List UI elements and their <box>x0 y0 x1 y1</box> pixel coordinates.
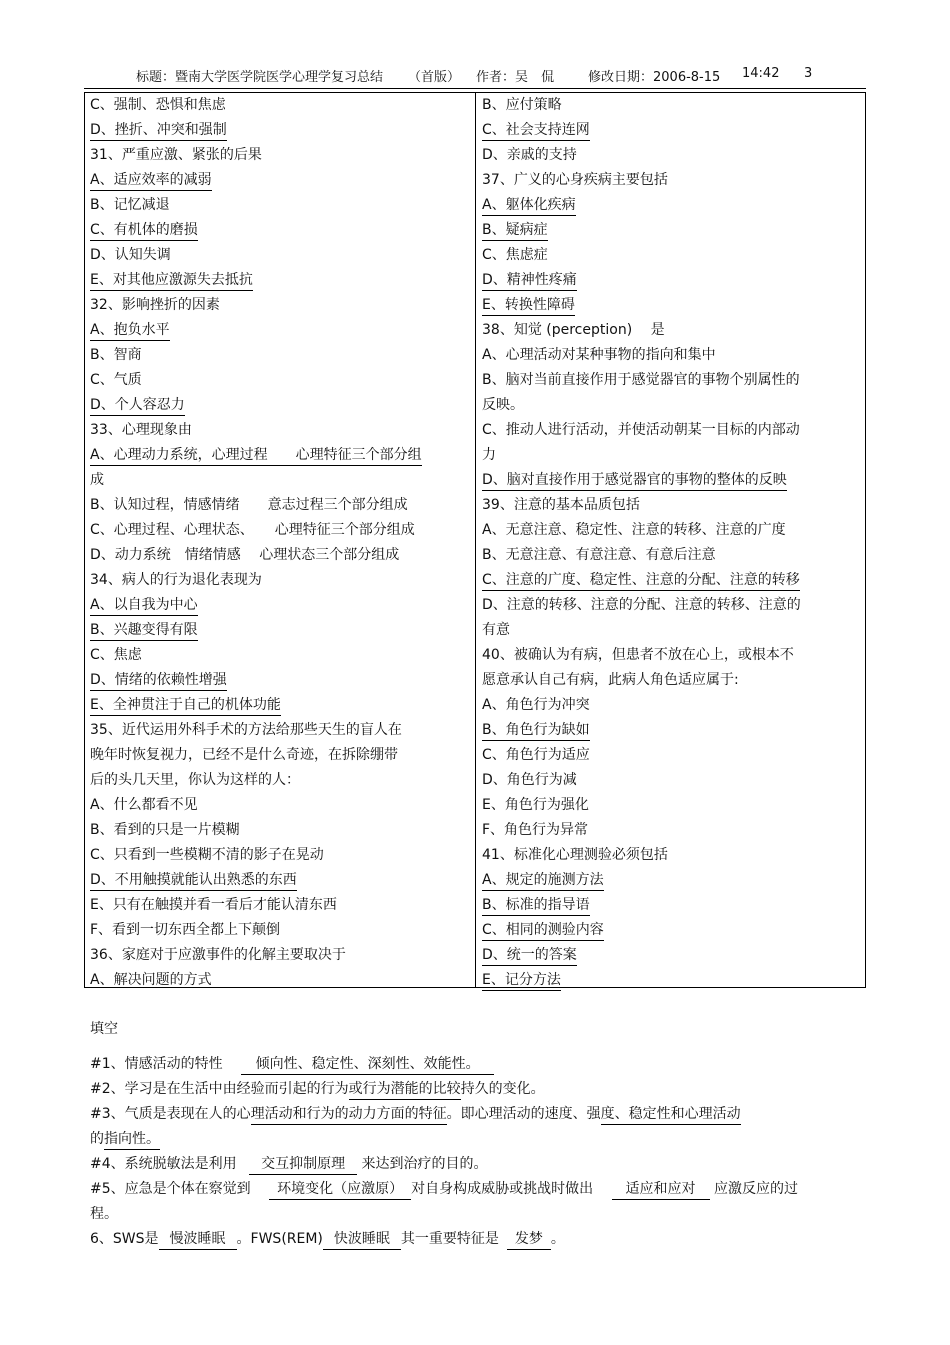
question-line <box>85 768 475 793</box>
question-line <box>85 268 475 293</box>
question-text: D、动力系统 情绪情感 心理状态三个部分组成 <box>90 547 400 563</box>
question-text: B、智商 <box>90 347 142 363</box>
question-line <box>477 893 867 918</box>
doc-time: 14:42 <box>742 66 780 81</box>
answer-option-marked: A、抱负水平 <box>90 320 170 341</box>
answer-option-marked: E、全神贯注于自己的机体功能 <box>90 695 281 716</box>
question-line <box>85 568 475 593</box>
fill-q4-text-end: 来达到治疗的目的。 <box>361 1156 488 1172</box>
fill-q5-text-end: 应激反应的过 <box>714 1181 798 1197</box>
answer-option-marked: B、角色行为缺如 <box>482 720 590 741</box>
answer-option-marked: E、记分方法 <box>482 970 561 991</box>
question-line <box>85 418 475 443</box>
question-line <box>477 768 867 793</box>
question-text: 后的头几天里，你认为这样的人： <box>90 772 300 788</box>
question-text: B、脑对当前直接作用于感觉器官的事物个别属性的 <box>482 372 800 388</box>
fill-q3-answer-3: 指向性。 <box>104 1130 160 1150</box>
question-line <box>477 793 867 818</box>
fill-q6-answer-2: 快波睡眠 <box>323 1230 401 1250</box>
question-line <box>85 468 475 493</box>
question-text: C、气质 <box>90 372 142 388</box>
question-line <box>85 318 475 343</box>
answer-option-marked: B、疑病症 <box>482 220 548 241</box>
question-line <box>477 393 867 418</box>
question-line <box>477 668 867 693</box>
page-number: 3 <box>804 66 813 81</box>
question-line <box>477 868 867 893</box>
fill-q6-answer-3: 发梦 <box>507 1230 551 1250</box>
question-line <box>477 343 867 368</box>
answer-option-marked: A、躯体化疾病 <box>482 195 576 216</box>
fill-q5-answer-2: 适应和应对 <box>612 1180 710 1200</box>
question-line <box>477 693 867 718</box>
question-text: D、认知失调 <box>90 247 171 263</box>
question-text: B、认知过程，情感情绪 意志过程三个部分组成 <box>90 497 408 513</box>
answer-option-marked: D、精神性疼痛 <box>482 270 577 291</box>
fill-q6 <box>90 1227 870 1252</box>
doc-modified-date: 修改日期：2006-8-15 <box>588 70 721 85</box>
question-line <box>477 193 867 218</box>
question-line <box>85 443 475 468</box>
question-line <box>85 843 475 868</box>
fill-q5 <box>90 1177 870 1202</box>
answer-option-marked: B、兴趣变得有限 <box>90 620 198 641</box>
question-text: F、看到一切东西全都上下颠倒 <box>90 922 281 938</box>
fill-q2-text-end: 持久的变化。 <box>460 1081 545 1097</box>
question-line <box>477 493 867 518</box>
answer-option-marked: A、规定的施测方法 <box>482 870 604 891</box>
question-text: F、角色行为异常 <box>482 822 589 838</box>
question-line <box>477 918 867 943</box>
answer-option-marked: D、统一的答案 <box>482 945 577 966</box>
question-line <box>477 268 867 293</box>
question-text: C、角色行为适应 <box>482 747 590 763</box>
question-text: D、亲戚的支持 <box>482 147 577 163</box>
question-line <box>477 293 867 318</box>
fill-q6-text-mid: 。FWS(REM) <box>236 1231 323 1247</box>
fill-q3-answer-2: 度、稳定性和心理活动 <box>601 1105 741 1125</box>
question-line <box>477 643 867 668</box>
question-text: 36、家庭对于应激事件的化解主要取决于 <box>90 947 346 963</box>
question-line <box>85 743 475 768</box>
question-line <box>477 568 867 593</box>
question-text: C、心理过程、心理状态、 心理特征三个部分组成 <box>90 522 415 538</box>
question-text: C、焦虑症 <box>482 247 548 263</box>
question-line <box>85 393 475 418</box>
answer-option-marked: D、情绪的依赖性增强 <box>90 670 227 691</box>
question-line <box>85 493 475 518</box>
answer-option-marked: D、挫折、冲突和强制 <box>90 120 227 141</box>
question-line <box>85 693 475 718</box>
question-line <box>85 968 475 993</box>
question-text: C、只看到一些模糊不清的影子在晃动 <box>90 847 324 863</box>
fill-q6-text-end: 。 <box>550 1231 565 1247</box>
question-line <box>85 618 475 643</box>
question-text: B、看到的只是一片模糊 <box>90 822 240 838</box>
question-text: D、注意的转移、注意的分配、注意的转移、注意的 <box>482 597 801 613</box>
fill-q5-text: #5、应急是个体在察觉到 <box>90 1181 251 1197</box>
question-line <box>85 343 475 368</box>
question-line <box>85 143 475 168</box>
doc-title: 标题：暨南大学医学院医学心理学复习总结 <box>136 70 384 85</box>
fill-q2 <box>90 1077 870 1102</box>
question-text: B、应付策略 <box>482 97 562 113</box>
fill-q3-text-mid: 。即心理活动的速度、强 <box>446 1106 601 1122</box>
fill-q5-cont: 程。 <box>90 1206 118 1222</box>
question-line <box>477 593 867 618</box>
question-line <box>477 818 867 843</box>
fill-in-section <box>90 1017 870 1252</box>
question-line <box>477 843 867 868</box>
question-line <box>85 93 475 118</box>
question-text: A、心理活动对某种事物的指向和集中 <box>482 347 716 363</box>
question-text: 38、知觉 (perception) 是 <box>482 322 665 338</box>
fill-q6-text: 6、SWS是 <box>90 1231 159 1247</box>
question-text: A、解决问题的方式 <box>90 972 212 988</box>
question-line <box>85 593 475 618</box>
question-line <box>85 643 475 668</box>
answer-option-marked: E、对其他应激源失去抵抗 <box>90 270 253 291</box>
question-text: 晚年时恢复视力，已经不是什么奇迹，在拆除绷带 <box>90 747 398 763</box>
fill-q6-answer: 慢波睡眠 <box>159 1230 237 1250</box>
question-line <box>477 468 867 493</box>
question-text: 34、病人的行为退化表现为 <box>90 572 262 588</box>
question-text: 反映。 <box>482 397 524 413</box>
question-line <box>85 868 475 893</box>
answer-option-marked: C、相同的测验内容 <box>482 920 604 941</box>
page-header <box>0 66 950 86</box>
question-line <box>85 893 475 918</box>
question-text: 31、严重应激、紧张的后果 <box>90 147 262 163</box>
header-rule <box>84 88 866 89</box>
question-text: A、什么都看不见 <box>90 797 198 813</box>
question-text: C、推动人进行活动，并使活动朝某一目标的内部动 <box>482 422 800 438</box>
question-text: E、角色行为强化 <box>482 797 589 813</box>
question-line <box>85 518 475 543</box>
question-text: B、无意注意、有意注意、有意后注意 <box>482 547 716 563</box>
question-text: 40、被确认为有病，但患者不放在心上，或根本不 <box>482 647 794 663</box>
question-text: E、只有在触摸并看一看后才能认清东西 <box>90 897 337 913</box>
question-line <box>85 218 475 243</box>
question-text: D、角色行为减 <box>482 772 577 788</box>
question-text: 32、影响挫折的因素 <box>90 297 220 313</box>
answer-option-marked: D、不用触摸就能认出熟悉的东西 <box>90 870 297 891</box>
answer-option-marked: A、心理动力系统，心理过程 心理特征三个部分组 <box>90 445 422 466</box>
fill-q4-answer: 交互抑制原理 <box>249 1155 357 1175</box>
question-line <box>85 243 475 268</box>
doc-author: 作者：吴 侃 <box>476 70 555 85</box>
question-text: 41、标准化心理测验必须包括 <box>482 847 668 863</box>
question-line <box>477 143 867 168</box>
question-line <box>477 118 867 143</box>
fill-q1 <box>90 1052 870 1077</box>
question-line <box>477 743 867 768</box>
question-line <box>85 193 475 218</box>
question-line <box>85 293 475 318</box>
answer-option-marked: C、有机体的磨损 <box>90 220 198 241</box>
fill-q3-text: #3、气质是表现在人的心 <box>90 1106 251 1122</box>
fill-heading: 填空 <box>90 1021 118 1037</box>
question-text: 37、广义的心身疾病主要包括 <box>482 172 668 188</box>
fill-q3 <box>90 1102 870 1127</box>
question-line <box>85 818 475 843</box>
fill-q5-text-mid: 对自身构成威胁或挑战时做出 <box>411 1181 594 1197</box>
question-text: A、角色行为冲突 <box>482 697 590 713</box>
question-line <box>85 543 475 568</box>
question-line <box>477 943 867 968</box>
question-line <box>477 618 867 643</box>
answer-option-marked: A、以自我为中心 <box>90 595 198 616</box>
column-divider <box>475 93 476 987</box>
question-text: 成 <box>90 472 104 488</box>
fill-q3-text-cont: 的 <box>90 1131 104 1147</box>
fill-q6-text-mid-2: 其一重要特征是 <box>400 1231 499 1247</box>
left-column <box>85 93 475 993</box>
question-line <box>477 718 867 743</box>
fill-q1-answer: 倾向性、稳定性、深刻性、效能性。 <box>241 1055 494 1075</box>
fill-q5-answer: 环境变化（应激原） <box>269 1180 411 1200</box>
question-line <box>85 943 475 968</box>
question-text: 39、注意的基本品质包括 <box>482 497 640 513</box>
question-line <box>477 518 867 543</box>
question-text: C、强制、恐惧和焦虑 <box>90 97 226 113</box>
question-line <box>477 318 867 343</box>
question-table <box>84 92 866 988</box>
answer-option-marked: A、适应效率的减弱 <box>90 170 212 191</box>
answer-option-marked: C、注意的广度、稳定性、注意的分配、注意的转移 <box>482 570 800 591</box>
question-line <box>85 668 475 693</box>
question-line <box>477 218 867 243</box>
question-line <box>85 793 475 818</box>
question-line <box>477 543 867 568</box>
question-line <box>477 368 867 393</box>
question-line <box>85 118 475 143</box>
question-line <box>477 418 867 443</box>
question-line <box>85 918 475 943</box>
question-text: B、记忆减退 <box>90 197 170 213</box>
question-text: A、无意注意、稳定性、注意的转移、注意的广度 <box>482 522 786 538</box>
fill-q1-text: #1、情感活动的特性 <box>90 1056 223 1072</box>
fill-q3-cont <box>90 1127 870 1152</box>
answer-option-marked: D、脑对直接作用于感觉器官的事物的整体的反映 <box>482 470 787 491</box>
answer-option-marked: E、转换性障碍 <box>482 295 575 316</box>
fill-q3-answer: 理活动和行为的动力方面的特征 <box>251 1105 447 1125</box>
fill-q4 <box>90 1152 870 1177</box>
question-text: 33、心理现象由 <box>90 422 192 438</box>
question-line <box>85 168 475 193</box>
question-text: 力 <box>482 447 496 463</box>
question-line <box>477 968 867 993</box>
question-line <box>477 243 867 268</box>
question-line <box>477 168 867 193</box>
question-line <box>85 718 475 743</box>
fill-q4-text: #4、系统脱敏法是利用 <box>90 1156 237 1172</box>
fill-q2-answer: 或行为潜能的比较 <box>349 1080 461 1100</box>
answer-option-marked: D、个人容忍力 <box>90 395 185 416</box>
question-text: 有意 <box>482 622 510 638</box>
question-line <box>477 93 867 118</box>
fill-q2-text: #2、学习是在生活中由经验而引起的行为 <box>90 1081 349 1097</box>
answer-option-marked: C、社会支持连网 <box>482 120 590 141</box>
question-line <box>85 368 475 393</box>
question-text: 35、近代运用外科手术的方法给那些天生的盲人在 <box>90 722 402 738</box>
question-line <box>477 443 867 468</box>
answer-option-marked: B、标准的指导语 <box>482 895 590 916</box>
right-column <box>477 93 867 993</box>
question-text: 愿意承认自己有病，此病人角色适应属于: <box>482 672 739 688</box>
question-text: C、焦虑 <box>90 647 142 663</box>
doc-edition: （首版） <box>408 70 461 85</box>
